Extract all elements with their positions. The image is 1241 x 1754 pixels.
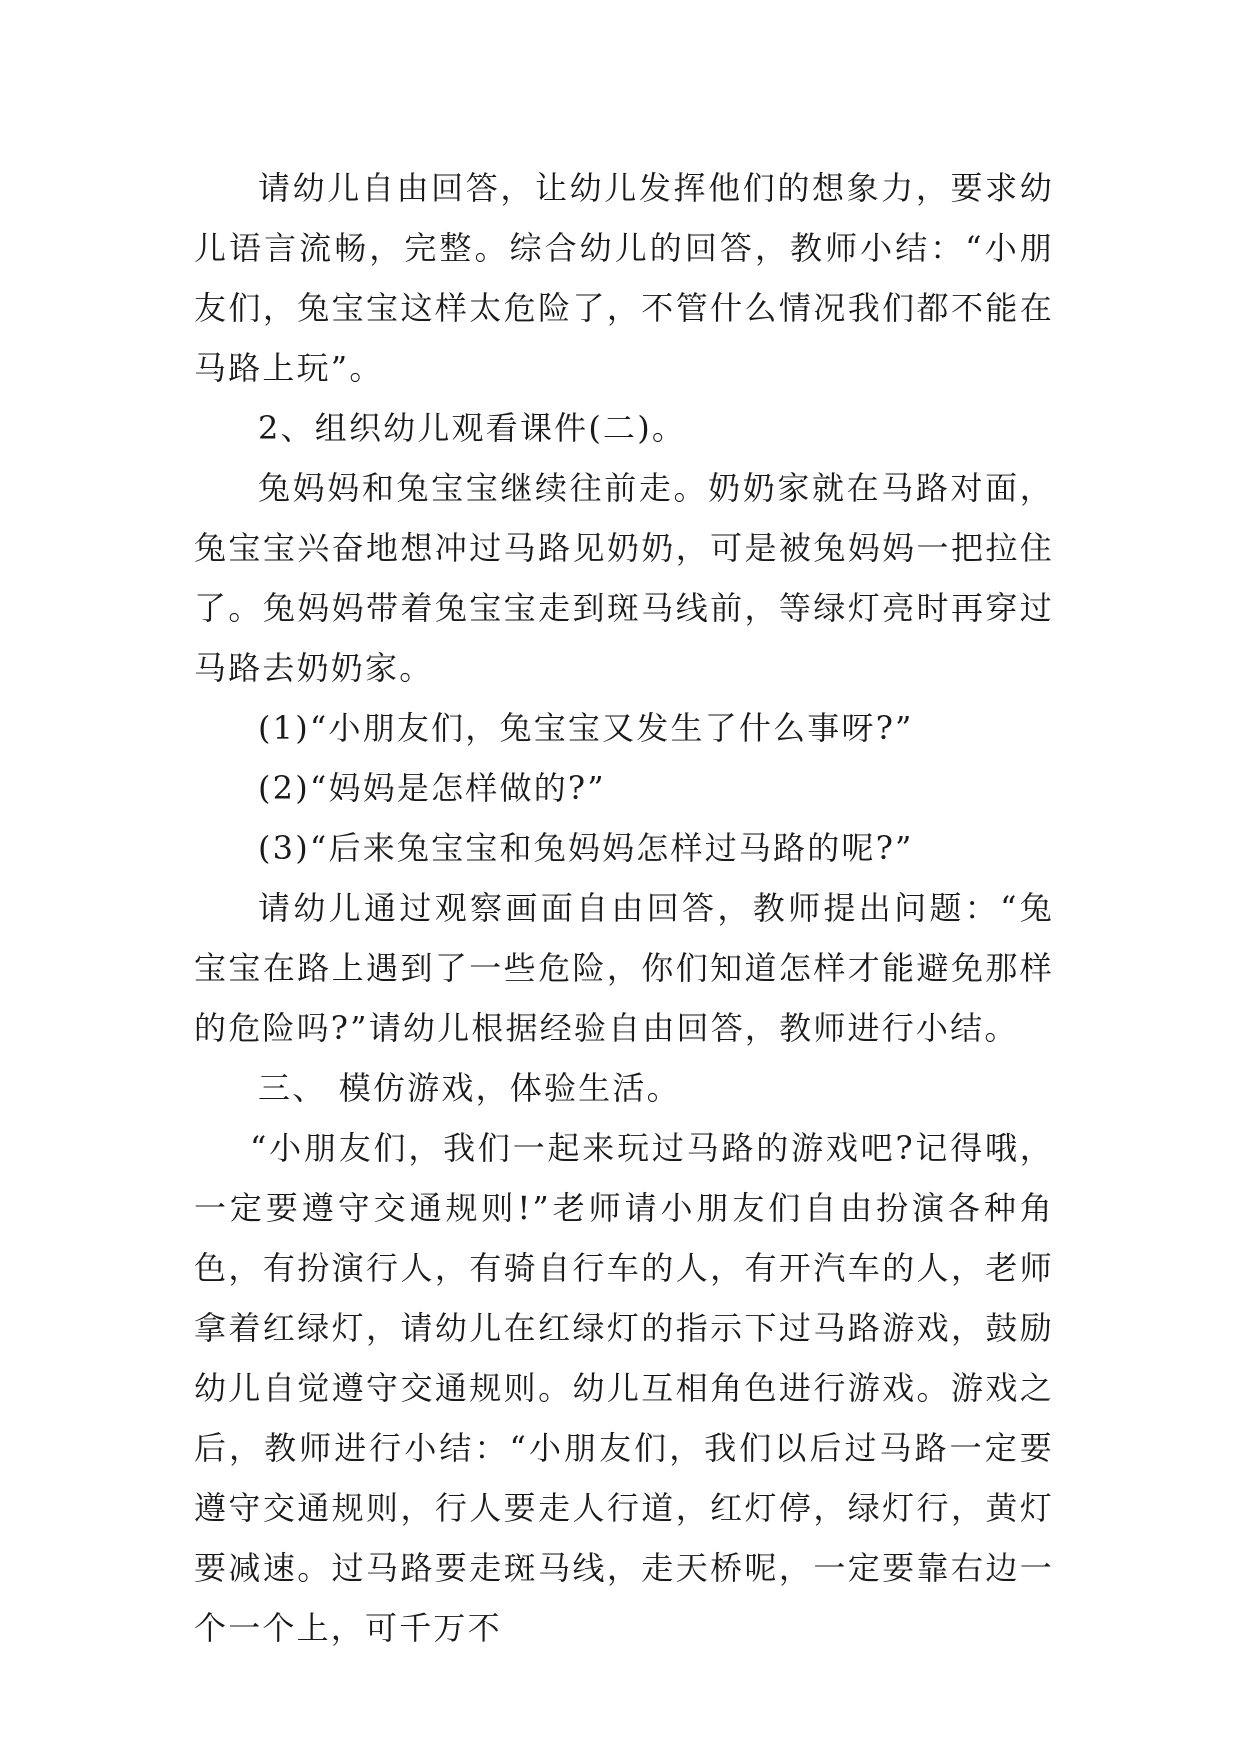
paragraph-road-crossing-game: “小朋友们，我们一起来玩过马路的游戏吧?记得哦，一定要遵守交通规则!”老师请小朋友们自由扮演各种角色，有扮演行人，有骑自行车的人，有开汽车的人，老师拿着红绿灯，请幼儿在红绿灯的指示下过马路游戏，鼓励幼儿自觉遵守交通规则。幼儿互相角色进行游戏。游戏之后，教师进行小结：“小朋友们，我们以后过马路一定要遵守交通规则，行人要走人行道，红灯停，绿灯行，黄灯要减速。过马路要走斑马线，走天桥呢，一定要靠右边一个一个上，可千万不 [194,1129,1054,1647]
paragraph-question-1: (1)“小朋友们，兔宝宝又发生了什么事呀?” [258,709,914,747]
paragraph-question-2: (2)“妈妈是怎样做的?” [258,769,606,807]
paragraph-free-answer-summary: 请幼儿自由回答，让幼儿发挥他们的想象力，要求幼儿语言流畅，完整。综合幼儿的回答，教师小结：“小朋友们，兔宝宝这样太危险了，不管什么情况我们都不能在马路上玩”。 [194,169,1054,387]
document-body [194,158,1054,1658]
paragraph-story-part-2: 兔妈妈和兔宝宝继续往前走。奶奶家就在马路对面，兔宝宝兴奋地想冲过马路见奶奶，可是被兔妈妈一把拉住了。兔妈妈带着兔宝宝走到斑马线前，等绿灯亮时再穿过马路去奶奶家。 [194,469,1054,687]
paragraph-section-3-heading: 三、 模仿游戏，体验生活。 [258,1069,681,1107]
paragraph-question-3: (3)“后来兔宝宝和兔妈妈怎样过马路的呢?” [258,829,914,867]
paragraph-step-2-heading: 2、组织幼儿观看课件(二)。 [258,409,687,447]
paragraph-observation-answer: 请幼儿通过观察画面自由回答，教师提出问题：“兔宝宝在路上遇到了一些危险，你们知道怎样才能避免那样的危险吗?”请幼儿根据经验自由回答，教师进行小结。 [194,889,1054,1047]
